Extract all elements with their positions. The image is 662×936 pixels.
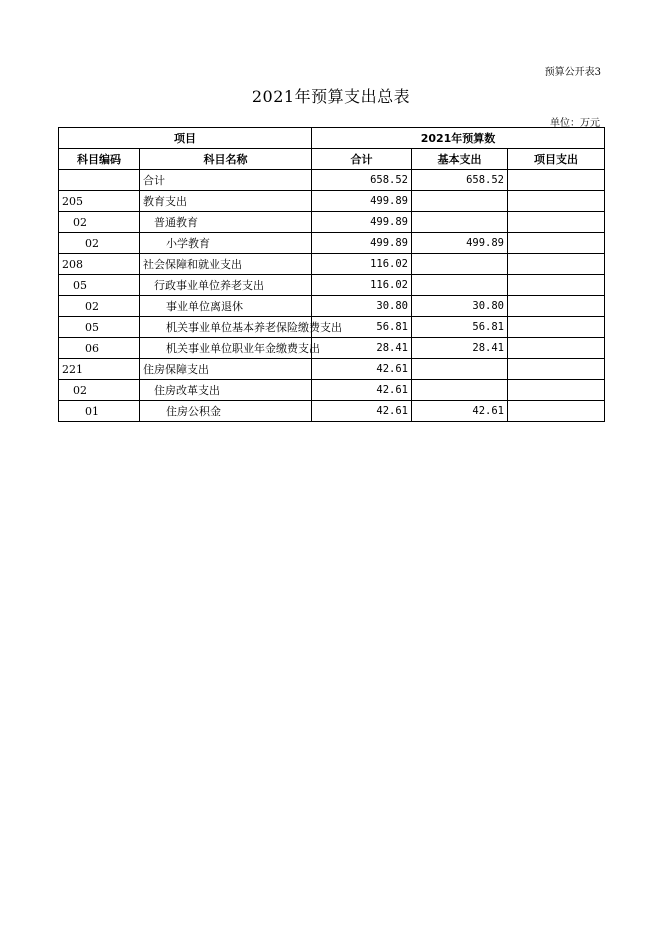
cell-total: 116.02: [312, 254, 412, 275]
cell-name: 住房公积金: [140, 401, 312, 422]
cell-project: [508, 254, 605, 275]
table-row: [59, 212, 605, 233]
header-name: 科目名称: [140, 149, 312, 170]
cell-project: [508, 212, 605, 233]
cell-project: [508, 233, 605, 254]
cell-code: 02: [59, 233, 140, 254]
cell-project: [508, 317, 605, 338]
cell-project: [508, 170, 605, 191]
header-group-row: [59, 128, 605, 149]
cell-code: [59, 170, 140, 191]
table-row: [59, 380, 605, 401]
cell-name: 住房保障支出: [140, 359, 312, 380]
cell-project: [508, 359, 605, 380]
table-number-label: 预算公开表3: [544, 67, 601, 78]
cell-total: 28.41: [312, 338, 412, 359]
table-row: [59, 359, 605, 380]
cell-basic: 28.41: [412, 338, 508, 359]
cell-code: 06: [59, 338, 140, 359]
cell-basic: [412, 359, 508, 380]
table-row: [59, 317, 605, 338]
header-column-row: [59, 149, 605, 170]
table-row: [59, 338, 605, 359]
page-title: 2021年预算支出总表: [251, 87, 411, 106]
unit-label: 单位：万元: [550, 118, 600, 129]
cell-basic: [412, 254, 508, 275]
table-row: [59, 401, 605, 422]
cell-name: 住房改革支出: [140, 380, 312, 401]
header-total: 合计: [312, 149, 412, 170]
table-row: [59, 233, 605, 254]
cell-project: [508, 338, 605, 359]
table-row-total: [59, 170, 605, 191]
cell-project: [508, 275, 605, 296]
cell-total: 42.61: [312, 401, 412, 422]
cell-basic: 42.61: [412, 401, 508, 422]
cell-basic: [412, 380, 508, 401]
header-project: 项目支出: [508, 149, 605, 170]
cell-total: 499.89: [312, 212, 412, 233]
cell-project: [508, 380, 605, 401]
cell-basic: [412, 275, 508, 296]
cell-basic: 56.81: [412, 317, 508, 338]
cell-basic: 499.89: [412, 233, 508, 254]
cell-project: [508, 401, 605, 422]
cell-total: 499.89: [312, 233, 412, 254]
cell-basic: 30.80: [412, 296, 508, 317]
cell-code: 01: [59, 401, 140, 422]
header-basic: 基本支出: [412, 149, 508, 170]
cell-total: 116.02: [312, 275, 412, 296]
table-row: [59, 275, 605, 296]
cell-name: 机关事业单位基本养老保险缴费支出: [140, 317, 312, 338]
cell-project: [508, 296, 605, 317]
cell-basic: [412, 212, 508, 233]
cell-basic: 658.52: [412, 170, 508, 191]
cell-project: [508, 191, 605, 212]
header-item-group: 项目: [59, 128, 312, 149]
cell-total: 56.81: [312, 317, 412, 338]
cell-total: 42.61: [312, 380, 412, 401]
table-row: [59, 191, 605, 212]
cell-name: 机关事业单位职业年金缴费支出: [140, 338, 312, 359]
cell-name: 事业单位离退休: [140, 296, 312, 317]
cell-code: 02: [59, 212, 140, 233]
cell-total: 499.89: [312, 191, 412, 212]
header-budget-group: 2021年预算数: [312, 128, 605, 149]
header-code: 科目编码: [59, 149, 140, 170]
cell-total: 658.52: [312, 170, 412, 191]
budget-table: [58, 127, 605, 422]
table-row: [59, 254, 605, 275]
cell-code: 205: [59, 191, 140, 212]
cell-code: 02: [59, 296, 140, 317]
cell-code: 05: [59, 275, 140, 296]
cell-total: 30.80: [312, 296, 412, 317]
cell-name: 行政事业单位养老支出: [140, 275, 312, 296]
cell-name: 教育支出: [140, 191, 312, 212]
cell-name: 小学教育: [140, 233, 312, 254]
cell-name: 社会保障和就业支出: [140, 254, 312, 275]
cell-code: 02: [59, 380, 140, 401]
cell-name: 合计: [140, 170, 312, 191]
cell-name: 普通教育: [140, 212, 312, 233]
cell-code: 221: [59, 359, 140, 380]
cell-total: 42.61: [312, 359, 412, 380]
cell-code: 05: [59, 317, 140, 338]
table-row: [59, 296, 605, 317]
cell-code: 208: [59, 254, 140, 275]
cell-basic: [412, 191, 508, 212]
